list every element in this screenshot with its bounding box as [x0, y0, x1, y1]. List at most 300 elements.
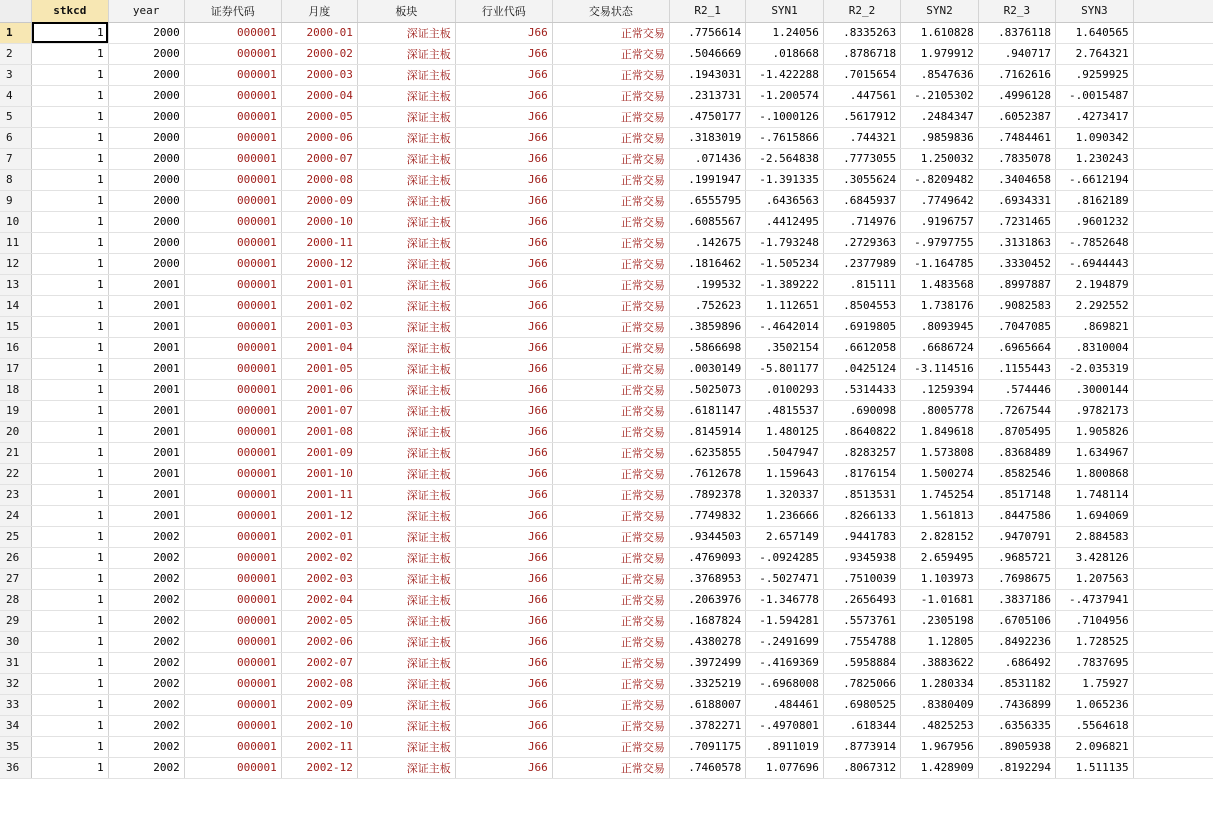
cell-证券代码[interactable]: 000001 — [184, 442, 281, 463]
cell-syn3[interactable]: 3.428126 — [1056, 547, 1134, 568]
cell-stkcd[interactable]: 1 — [32, 337, 108, 358]
cell-交易状态[interactable]: 正常交易 — [552, 22, 669, 43]
cell-stkcd[interactable]: 1 — [32, 547, 108, 568]
cell-月度[interactable]: 2001-05 — [281, 358, 357, 379]
cell-月度[interactable]: 2002-06 — [281, 631, 357, 652]
cell-交易状态[interactable]: 正常交易 — [552, 736, 669, 757]
cell-r2_3[interactable]: .8492236 — [978, 631, 1055, 652]
cell-r2_2[interactable]: .8176154 — [823, 463, 900, 484]
row-number[interactable]: 1 — [0, 22, 32, 43]
cell-板块[interactable]: 深证主板 — [357, 547, 455, 568]
cell-交易状态[interactable]: 正常交易 — [552, 715, 669, 736]
cell-syn3[interactable]: .8162189 — [1056, 190, 1134, 211]
cell-year[interactable]: 2000 — [108, 64, 184, 85]
column-header-r2_3[interactable]: R2_3 — [978, 0, 1055, 22]
cell-r2_1[interactable]: .5046669 — [669, 43, 745, 64]
cell-月度[interactable]: 2002-05 — [281, 610, 357, 631]
cell-r2_2[interactable]: .714976 — [823, 211, 900, 232]
cell-证券代码[interactable]: 000001 — [184, 631, 281, 652]
cell-r2_3[interactable]: .8582546 — [978, 463, 1055, 484]
cell-证券代码[interactable]: 000001 — [184, 526, 281, 547]
row-number[interactable]: 24 — [0, 505, 32, 526]
cell-月度[interactable]: 2002-11 — [281, 736, 357, 757]
cell-月度[interactable]: 2001-12 — [281, 505, 357, 526]
cell-证券代码[interactable]: 000001 — [184, 358, 281, 379]
cell-syn3[interactable]: 1.905826 — [1056, 421, 1134, 442]
cell-r2_1[interactable]: .1991947 — [669, 169, 745, 190]
cell-r2_2[interactable]: .8283257 — [823, 442, 900, 463]
cell-板块[interactable]: 深证主板 — [357, 526, 455, 547]
cell-r2_1[interactable]: .4750177 — [669, 106, 745, 127]
cell-证券代码[interactable]: 000001 — [184, 694, 281, 715]
cell-year[interactable]: 2000 — [108, 211, 184, 232]
cell-syn2[interactable]: .1259394 — [901, 379, 979, 400]
cell-stkcd[interactable]: 1 — [32, 190, 108, 211]
cell-r2_3[interactable]: .8192294 — [978, 757, 1055, 778]
cell-板块[interactable]: 深证主板 — [357, 190, 455, 211]
cell-板块[interactable]: 深证主板 — [357, 715, 455, 736]
cell-syn1[interactable]: -.4169369 — [746, 652, 824, 673]
cell-月度[interactable]: 2000-04 — [281, 85, 357, 106]
row-number[interactable]: 10 — [0, 211, 32, 232]
cell-行业代码[interactable]: J66 — [455, 358, 552, 379]
cell-syn3[interactable]: .7837695 — [1056, 652, 1134, 673]
cell-r2_1[interactable]: .3768953 — [669, 568, 745, 589]
cell-板块[interactable]: 深证主板 — [357, 337, 455, 358]
cell-月度[interactable]: 2001-08 — [281, 421, 357, 442]
cell-行业代码[interactable]: J66 — [455, 295, 552, 316]
cell-stkcd[interactable]: 1 — [32, 673, 108, 694]
cell-r2_2[interactable]: .6980525 — [823, 694, 900, 715]
cell-r2_3[interactable]: .8517148 — [978, 484, 1055, 505]
cell-交易状态[interactable]: 正常交易 — [552, 274, 669, 295]
cell-syn1[interactable]: 1.236666 — [746, 505, 824, 526]
cell-syn3[interactable]: 1.207563 — [1056, 568, 1134, 589]
cell-r2_2[interactable]: .5617912 — [823, 106, 900, 127]
cell-stkcd[interactable]: 1 — [32, 568, 108, 589]
cell-交易状态[interactable]: 正常交易 — [552, 379, 669, 400]
cell-板块[interactable]: 深证主板 — [357, 295, 455, 316]
cell-板块[interactable]: 深证主板 — [357, 43, 455, 64]
cell-syn1[interactable]: 1.112651 — [746, 295, 824, 316]
cell-syn2[interactable]: .2305198 — [901, 610, 979, 631]
cell-syn2[interactable]: 1.500274 — [901, 463, 979, 484]
cell-证券代码[interactable]: 000001 — [184, 673, 281, 694]
cell-r2_3[interactable]: .3131863 — [978, 232, 1055, 253]
cell-板块[interactable]: 深证主板 — [357, 85, 455, 106]
cell-行业代码[interactable]: J66 — [455, 442, 552, 463]
cell-月度[interactable]: 2002-04 — [281, 589, 357, 610]
cell-syn2[interactable]: 2.659495 — [901, 547, 979, 568]
cell-交易状态[interactable]: 正常交易 — [552, 211, 669, 232]
cell-r2_1[interactable]: .5025073 — [669, 379, 745, 400]
cell-stkcd[interactable]: 1 — [32, 85, 108, 106]
cell-交易状态[interactable]: 正常交易 — [552, 295, 669, 316]
cell-板块[interactable]: 深证主板 — [357, 757, 455, 778]
cell-syn2[interactable]: 1.12805 — [901, 631, 979, 652]
cell-syn1[interactable]: .4815537 — [746, 400, 824, 421]
row-number[interactable]: 20 — [0, 421, 32, 442]
cell-证券代码[interactable]: 000001 — [184, 610, 281, 631]
cell-板块[interactable]: 深证主板 — [357, 169, 455, 190]
cell-证券代码[interactable]: 000001 — [184, 169, 281, 190]
cell-syn3[interactable]: 1.748114 — [1056, 484, 1134, 505]
cell-year[interactable]: 2000 — [108, 148, 184, 169]
cell-r2_3[interactable]: .8368489 — [978, 442, 1055, 463]
cell-行业代码[interactable]: J66 — [455, 253, 552, 274]
cell-r2_2[interactable]: .7554788 — [823, 631, 900, 652]
cell-交易状态[interactable]: 正常交易 — [552, 673, 669, 694]
cell-year[interactable]: 2001 — [108, 337, 184, 358]
column-header-交易状态[interactable]: 交易状态 — [552, 0, 669, 22]
cell-行业代码[interactable]: J66 — [455, 316, 552, 337]
cell-交易状态[interactable]: 正常交易 — [552, 106, 669, 127]
cell-year[interactable]: 2001 — [108, 442, 184, 463]
cell-syn1[interactable]: 1.159643 — [746, 463, 824, 484]
cell-stkcd[interactable]: 1 — [32, 316, 108, 337]
cell-syn1[interactable]: .484461 — [746, 694, 824, 715]
cell-r2_2[interactable]: .0425124 — [823, 358, 900, 379]
cell-syn1[interactable]: .3502154 — [746, 337, 824, 358]
cell-证券代码[interactable]: 000001 — [184, 190, 281, 211]
cell-证券代码[interactable]: 000001 — [184, 22, 281, 43]
cell-月度[interactable]: 2001-04 — [281, 337, 357, 358]
row-number[interactable]: 30 — [0, 631, 32, 652]
cell-r2_3[interactable]: .7835078 — [978, 148, 1055, 169]
cell-syn2[interactable]: 1.280334 — [901, 673, 979, 694]
cell-syn2[interactable]: .8093945 — [901, 316, 979, 337]
cell-r2_2[interactable]: .447561 — [823, 85, 900, 106]
cell-syn2[interactable]: 1.103973 — [901, 568, 979, 589]
cell-行业代码[interactable]: J66 — [455, 64, 552, 85]
cell-syn3[interactable]: 1.634967 — [1056, 442, 1134, 463]
cell-r2_2[interactable]: .9345938 — [823, 547, 900, 568]
cell-r2_3[interactable]: .7162616 — [978, 64, 1055, 85]
cell-交易状态[interactable]: 正常交易 — [552, 169, 669, 190]
cell-板块[interactable]: 深证主板 — [357, 442, 455, 463]
row-number[interactable]: 31 — [0, 652, 32, 673]
cell-syn1[interactable]: -1.422288 — [746, 64, 824, 85]
cell-r2_1[interactable]: .3782271 — [669, 715, 745, 736]
cell-syn1[interactable]: 1.24056 — [746, 22, 824, 43]
cell-r2_2[interactable]: .2656493 — [823, 589, 900, 610]
cell-行业代码[interactable]: J66 — [455, 85, 552, 106]
cell-证券代码[interactable]: 000001 — [184, 43, 281, 64]
cell-r2_1[interactable]: .752623 — [669, 295, 745, 316]
column-header-syn2[interactable]: SYN2 — [901, 0, 979, 22]
row-number[interactable]: 28 — [0, 589, 32, 610]
cell-r2_1[interactable]: .2063976 — [669, 589, 745, 610]
cell-syn1[interactable]: -.7615866 — [746, 127, 824, 148]
cell-证券代码[interactable]: 000001 — [184, 148, 281, 169]
cell-板块[interactable]: 深证主板 — [357, 505, 455, 526]
cell-r2_1[interactable]: .5866698 — [669, 337, 745, 358]
cell-月度[interactable]: 2002-08 — [281, 673, 357, 694]
cell-syn1[interactable]: -.5027471 — [746, 568, 824, 589]
cell-syn3[interactable]: 1.090342 — [1056, 127, 1134, 148]
cell-月度[interactable]: 2001-06 — [281, 379, 357, 400]
cell-r2_3[interactable]: .7484461 — [978, 127, 1055, 148]
cell-syn2[interactable]: -.8209482 — [901, 169, 979, 190]
cell-syn1[interactable]: -1.793248 — [746, 232, 824, 253]
cell-行业代码[interactable]: J66 — [455, 589, 552, 610]
row-number[interactable]: 5 — [0, 106, 32, 127]
cell-year[interactable]: 2002 — [108, 757, 184, 778]
column-header-syn3[interactable]: SYN3 — [1056, 0, 1134, 22]
cell-交易状态[interactable]: 正常交易 — [552, 400, 669, 421]
cell-stkcd[interactable]: 1 — [32, 169, 108, 190]
cell-行业代码[interactable]: J66 — [455, 169, 552, 190]
cell-行业代码[interactable]: J66 — [455, 568, 552, 589]
cell-月度[interactable]: 2000-03 — [281, 64, 357, 85]
cell-year[interactable]: 2000 — [108, 43, 184, 64]
cell-syn1[interactable]: 1.077696 — [746, 757, 824, 778]
cell-行业代码[interactable]: J66 — [455, 526, 552, 547]
cell-syn1[interactable]: -.6968008 — [746, 673, 824, 694]
cell-交易状态[interactable]: 正常交易 — [552, 190, 669, 211]
cell-r2_1[interactable]: .7892378 — [669, 484, 745, 505]
cell-syn1[interactable]: -.4642014 — [746, 316, 824, 337]
cell-交易状态[interactable]: 正常交易 — [552, 43, 669, 64]
cell-交易状态[interactable]: 正常交易 — [552, 631, 669, 652]
cell-syn1[interactable]: 1.320337 — [746, 484, 824, 505]
cell-syn2[interactable]: .9196757 — [901, 211, 979, 232]
cell-stkcd[interactable]: 1 — [32, 253, 108, 274]
cell-syn3[interactable]: -.6612194 — [1056, 169, 1134, 190]
cell-r2_3[interactable]: .7267544 — [978, 400, 1055, 421]
cell-r2_2[interactable]: .8266133 — [823, 505, 900, 526]
cell-板块[interactable]: 深证主板 — [357, 421, 455, 442]
cell-syn3[interactable]: 2.096821 — [1056, 736, 1134, 757]
cell-r2_2[interactable]: .2729363 — [823, 232, 900, 253]
cell-r2_3[interactable]: .3837186 — [978, 589, 1055, 610]
cell-stkcd[interactable]: 1 — [32, 358, 108, 379]
cell-r2_1[interactable]: .7756614 — [669, 22, 745, 43]
cell-月度[interactable]: 2000-07 — [281, 148, 357, 169]
cell-syn3[interactable]: -.0015487 — [1056, 85, 1134, 106]
cell-证券代码[interactable]: 000001 — [184, 106, 281, 127]
cell-stkcd[interactable]: 1 — [32, 400, 108, 421]
cell-syn3[interactable]: 1.694069 — [1056, 505, 1134, 526]
cell-syn2[interactable]: .7749642 — [901, 190, 979, 211]
row-number[interactable]: 14 — [0, 295, 32, 316]
cell-syn3[interactable]: 2.884583 — [1056, 526, 1134, 547]
cell-r2_1[interactable]: .3972499 — [669, 652, 745, 673]
cell-syn2[interactable]: -1.01681 — [901, 589, 979, 610]
cell-r2_1[interactable]: .0030149 — [669, 358, 745, 379]
cell-year[interactable]: 2002 — [108, 526, 184, 547]
cell-r2_1[interactable]: .3183019 — [669, 127, 745, 148]
cell-year[interactable]: 2000 — [108, 22, 184, 43]
cell-syn1[interactable]: -1.505234 — [746, 253, 824, 274]
cell-r2_1[interactable]: .071436 — [669, 148, 745, 169]
cell-year[interactable]: 2002 — [108, 547, 184, 568]
cell-月度[interactable]: 2000-11 — [281, 232, 357, 253]
cell-证券代码[interactable]: 000001 — [184, 316, 281, 337]
row-number[interactable]: 2 — [0, 43, 32, 64]
cell-syn1[interactable]: -2.564838 — [746, 148, 824, 169]
cell-r2_2[interactable]: .8640822 — [823, 421, 900, 442]
cell-证券代码[interactable]: 000001 — [184, 295, 281, 316]
cell-year[interactable]: 2002 — [108, 694, 184, 715]
cell-行业代码[interactable]: J66 — [455, 148, 552, 169]
cell-交易状态[interactable]: 正常交易 — [552, 64, 669, 85]
cell-r2_1[interactable]: .6188007 — [669, 694, 745, 715]
cell-r2_2[interactable]: .8335263 — [823, 22, 900, 43]
cell-证券代码[interactable]: 000001 — [184, 715, 281, 736]
column-header-year[interactable]: year — [108, 0, 184, 22]
row-number[interactable]: 21 — [0, 442, 32, 463]
cell-stkcd[interactable]: 1 — [32, 379, 108, 400]
cell-证券代码[interactable]: 000001 — [184, 589, 281, 610]
cell-year[interactable]: 2002 — [108, 736, 184, 757]
cell-syn3[interactable]: 2.292552 — [1056, 295, 1134, 316]
cell-r2_1[interactable]: .1687824 — [669, 610, 745, 631]
cell-syn3[interactable]: 1.640565 — [1056, 22, 1134, 43]
cell-交易状态[interactable]: 正常交易 — [552, 148, 669, 169]
cell-r2_3[interactable]: .8997887 — [978, 274, 1055, 295]
cell-行业代码[interactable]: J66 — [455, 715, 552, 736]
cell-syn3[interactable]: 2.764321 — [1056, 43, 1134, 64]
cell-syn2[interactable]: .2484347 — [901, 106, 979, 127]
cell-year[interactable]: 2001 — [108, 274, 184, 295]
cell-板块[interactable]: 深证主板 — [357, 631, 455, 652]
cell-证券代码[interactable]: 000001 — [184, 85, 281, 106]
cell-year[interactable]: 2002 — [108, 610, 184, 631]
cell-year[interactable]: 2000 — [108, 232, 184, 253]
cell-板块[interactable]: 深证主板 — [357, 589, 455, 610]
cell-syn2[interactable]: -3.114516 — [901, 358, 979, 379]
cell-r2_2[interactable]: .7825066 — [823, 673, 900, 694]
cell-r2_1[interactable]: .9344503 — [669, 526, 745, 547]
cell-stkcd[interactable]: 1 — [32, 421, 108, 442]
row-number[interactable]: 15 — [0, 316, 32, 337]
cell-月度[interactable]: 2001-10 — [281, 463, 357, 484]
cell-syn1[interactable]: .6436563 — [746, 190, 824, 211]
cell-syn3[interactable]: 1.511135 — [1056, 757, 1134, 778]
cell-证券代码[interactable]: 000001 — [184, 547, 281, 568]
cell-syn1[interactable]: -.2491699 — [746, 631, 824, 652]
cell-syn1[interactable]: .5047947 — [746, 442, 824, 463]
cell-r2_1[interactable]: .7749832 — [669, 505, 745, 526]
cell-r2_3[interactable]: .6965664 — [978, 337, 1055, 358]
cell-月度[interactable]: 2000-10 — [281, 211, 357, 232]
cell-行业代码[interactable]: J66 — [455, 190, 552, 211]
cell-syn1[interactable]: -.1000126 — [746, 106, 824, 127]
cell-syn2[interactable]: 1.561813 — [901, 505, 979, 526]
row-number[interactable]: 32 — [0, 673, 32, 694]
column-header-syn1[interactable]: SYN1 — [746, 0, 824, 22]
cell-证券代码[interactable]: 000001 — [184, 274, 281, 295]
cell-syn3[interactable]: -.7852648 — [1056, 232, 1134, 253]
row-number[interactable]: 8 — [0, 169, 32, 190]
cell-板块[interactable]: 深证主板 — [357, 253, 455, 274]
row-number[interactable]: 27 — [0, 568, 32, 589]
corner-cell[interactable] — [0, 0, 32, 22]
cell-year[interactable]: 2001 — [108, 316, 184, 337]
cell-year[interactable]: 2001 — [108, 400, 184, 421]
cell-r2_1[interactable]: .142675 — [669, 232, 745, 253]
cell-year[interactable]: 2000 — [108, 253, 184, 274]
row-number[interactable]: 34 — [0, 715, 32, 736]
cell-stkcd[interactable]: 1 — [32, 274, 108, 295]
cell-syn3[interactable]: -.4737941 — [1056, 589, 1134, 610]
cell-行业代码[interactable]: J66 — [455, 505, 552, 526]
cell-syn2[interactable]: 1.745254 — [901, 484, 979, 505]
cell-syn2[interactable]: 1.573808 — [901, 442, 979, 463]
cell-证券代码[interactable]: 000001 — [184, 232, 281, 253]
cell-证券代码[interactable]: 000001 — [184, 400, 281, 421]
row-number[interactable]: 7 — [0, 148, 32, 169]
cell-r2_1[interactable]: .7460578 — [669, 757, 745, 778]
cell-syn2[interactable]: 1.979912 — [901, 43, 979, 64]
cell-行业代码[interactable]: J66 — [455, 22, 552, 43]
cell-year[interactable]: 2002 — [108, 673, 184, 694]
cell-r2_3[interactable]: .4996128 — [978, 85, 1055, 106]
row-number[interactable]: 23 — [0, 484, 32, 505]
cell-r2_2[interactable]: .7773055 — [823, 148, 900, 169]
cell-交易状态[interactable]: 正常交易 — [552, 694, 669, 715]
cell-syn2[interactable]: .3883622 — [901, 652, 979, 673]
cell-交易状态[interactable]: 正常交易 — [552, 589, 669, 610]
cell-syn3[interactable]: .3000144 — [1056, 379, 1134, 400]
cell-板块[interactable]: 深证主板 — [357, 211, 455, 232]
cell-r2_2[interactable]: .2377989 — [823, 253, 900, 274]
cell-syn1[interactable]: -1.594281 — [746, 610, 824, 631]
cell-板块[interactable]: 深证主板 — [357, 652, 455, 673]
cell-r2_3[interactable]: .6705106 — [978, 610, 1055, 631]
cell-交易状态[interactable]: 正常交易 — [552, 316, 669, 337]
cell-r2_2[interactable]: .5314433 — [823, 379, 900, 400]
cell-syn2[interactable]: 1.250032 — [901, 148, 979, 169]
row-number[interactable]: 25 — [0, 526, 32, 547]
cell-交易状态[interactable]: 正常交易 — [552, 757, 669, 778]
cell-板块[interactable]: 深证主板 — [357, 463, 455, 484]
cell-syn1[interactable]: .0100293 — [746, 379, 824, 400]
cell-year[interactable]: 2002 — [108, 589, 184, 610]
cell-syn3[interactable]: .8310004 — [1056, 337, 1134, 358]
cell-r2_1[interactable]: .4380278 — [669, 631, 745, 652]
cell-stkcd[interactable]: 1 — [32, 211, 108, 232]
cell-syn3[interactable]: .9259925 — [1056, 64, 1134, 85]
cell-stkcd[interactable]: 1 — [32, 694, 108, 715]
cell-交易状态[interactable]: 正常交易 — [552, 127, 669, 148]
cell-stkcd[interactable]: 1 — [32, 736, 108, 757]
cell-syn2[interactable]: 1.738176 — [901, 295, 979, 316]
cell-板块[interactable]: 深证主板 — [357, 568, 455, 589]
cell-syn3[interactable]: 1.75927 — [1056, 673, 1134, 694]
cell-r2_2[interactable]: .744321 — [823, 127, 900, 148]
cell-交易状态[interactable]: 正常交易 — [552, 85, 669, 106]
cell-行业代码[interactable]: J66 — [455, 337, 552, 358]
cell-syn1[interactable]: .4412495 — [746, 211, 824, 232]
cell-板块[interactable]: 深证主板 — [357, 148, 455, 169]
row-number[interactable]: 9 — [0, 190, 32, 211]
cell-交易状态[interactable]: 正常交易 — [552, 484, 669, 505]
cell-证券代码[interactable]: 000001 — [184, 253, 281, 274]
cell-r2_2[interactable]: .6845937 — [823, 190, 900, 211]
cell-r2_1[interactable]: .6235855 — [669, 442, 745, 463]
cell-证券代码[interactable]: 000001 — [184, 484, 281, 505]
cell-行业代码[interactable]: J66 — [455, 631, 552, 652]
cell-r2_2[interactable]: .6612058 — [823, 337, 900, 358]
cell-r2_3[interactable]: .574446 — [978, 379, 1055, 400]
cell-syn1[interactable]: -5.801177 — [746, 358, 824, 379]
cell-stkcd[interactable]: 1 — [32, 22, 108, 43]
cell-证券代码[interactable]: 000001 — [184, 127, 281, 148]
cell-板块[interactable]: 深证主板 — [357, 274, 455, 295]
cell-交易状态[interactable]: 正常交易 — [552, 547, 669, 568]
